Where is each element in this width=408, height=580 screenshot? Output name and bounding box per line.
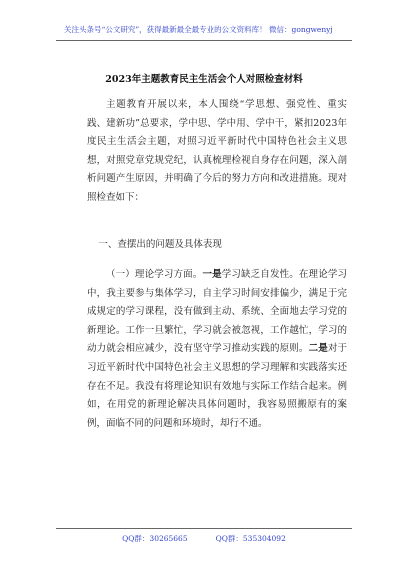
header-divider — [56, 40, 352, 41]
section-heading: 一、查摆出的问题及具体表现 — [98, 239, 222, 250]
theory-subheading: （一）理论学习方面。 — [106, 269, 203, 280]
theory-paragraph — [87, 266, 347, 496]
header-note: 关注头条号“公文研究”，获得最新最全最专业的公文资料库！ 微信：gongwenyj — [64, 25, 333, 34]
document-title: 2023年主题教育民主生活会个人对照检查材料 — [105, 74, 303, 85]
intro-paragraph — [87, 96, 347, 230]
theory-paragraph-text — [87, 266, 347, 433]
footer-contact — [56, 533, 352, 545]
point-one-text: 学习缺乏自发性。在理论学习中，我主要参与集体学习，自主学习时间安排偏少，满足于完成规定的学习课程，没有做到主动、系统、全面地去学习党的新理论。工作一旦繁忙，学习就会被忽视，工作越忙，学习的动力就会相应减少，没有坚守学习推动实践的原则。 — [87, 269, 347, 355]
point-two-text: 对于习近平新时代中国特色社会主义思想的学习理解和实践落实还存在不足。我没有将理论知识有效地与实际工作结合起来。例如，在用党的新理论解决具体问题时，我容易照搬原有的案例，面临不同的问题和环境时，却行不通。 — [87, 343, 347, 429]
footer-qq-group-2: QQ群：535304092 — [215, 534, 286, 543]
point-two-lead: 二是 — [308, 343, 328, 355]
footer-qq-group-1: QQ群：30265665 — [122, 534, 188, 543]
footer-divider — [56, 528, 352, 529]
point-one-lead: 一是 — [202, 269, 222, 280]
intro-paragraph-text: 主题教育开展以来，本人围绕“学思想、强党性、重实践、建新功”总要求，学中思、学中用、学中干，紧扣2023年度民主生活会主题，对照习近平新时代中国特色社会主义思想，对照党章党规党纪，认真梳理检视自身存在问题，深入剖析问题产生原因，并明确了今后的努力方向和改进措施。现对照检查如下： — [87, 99, 347, 203]
